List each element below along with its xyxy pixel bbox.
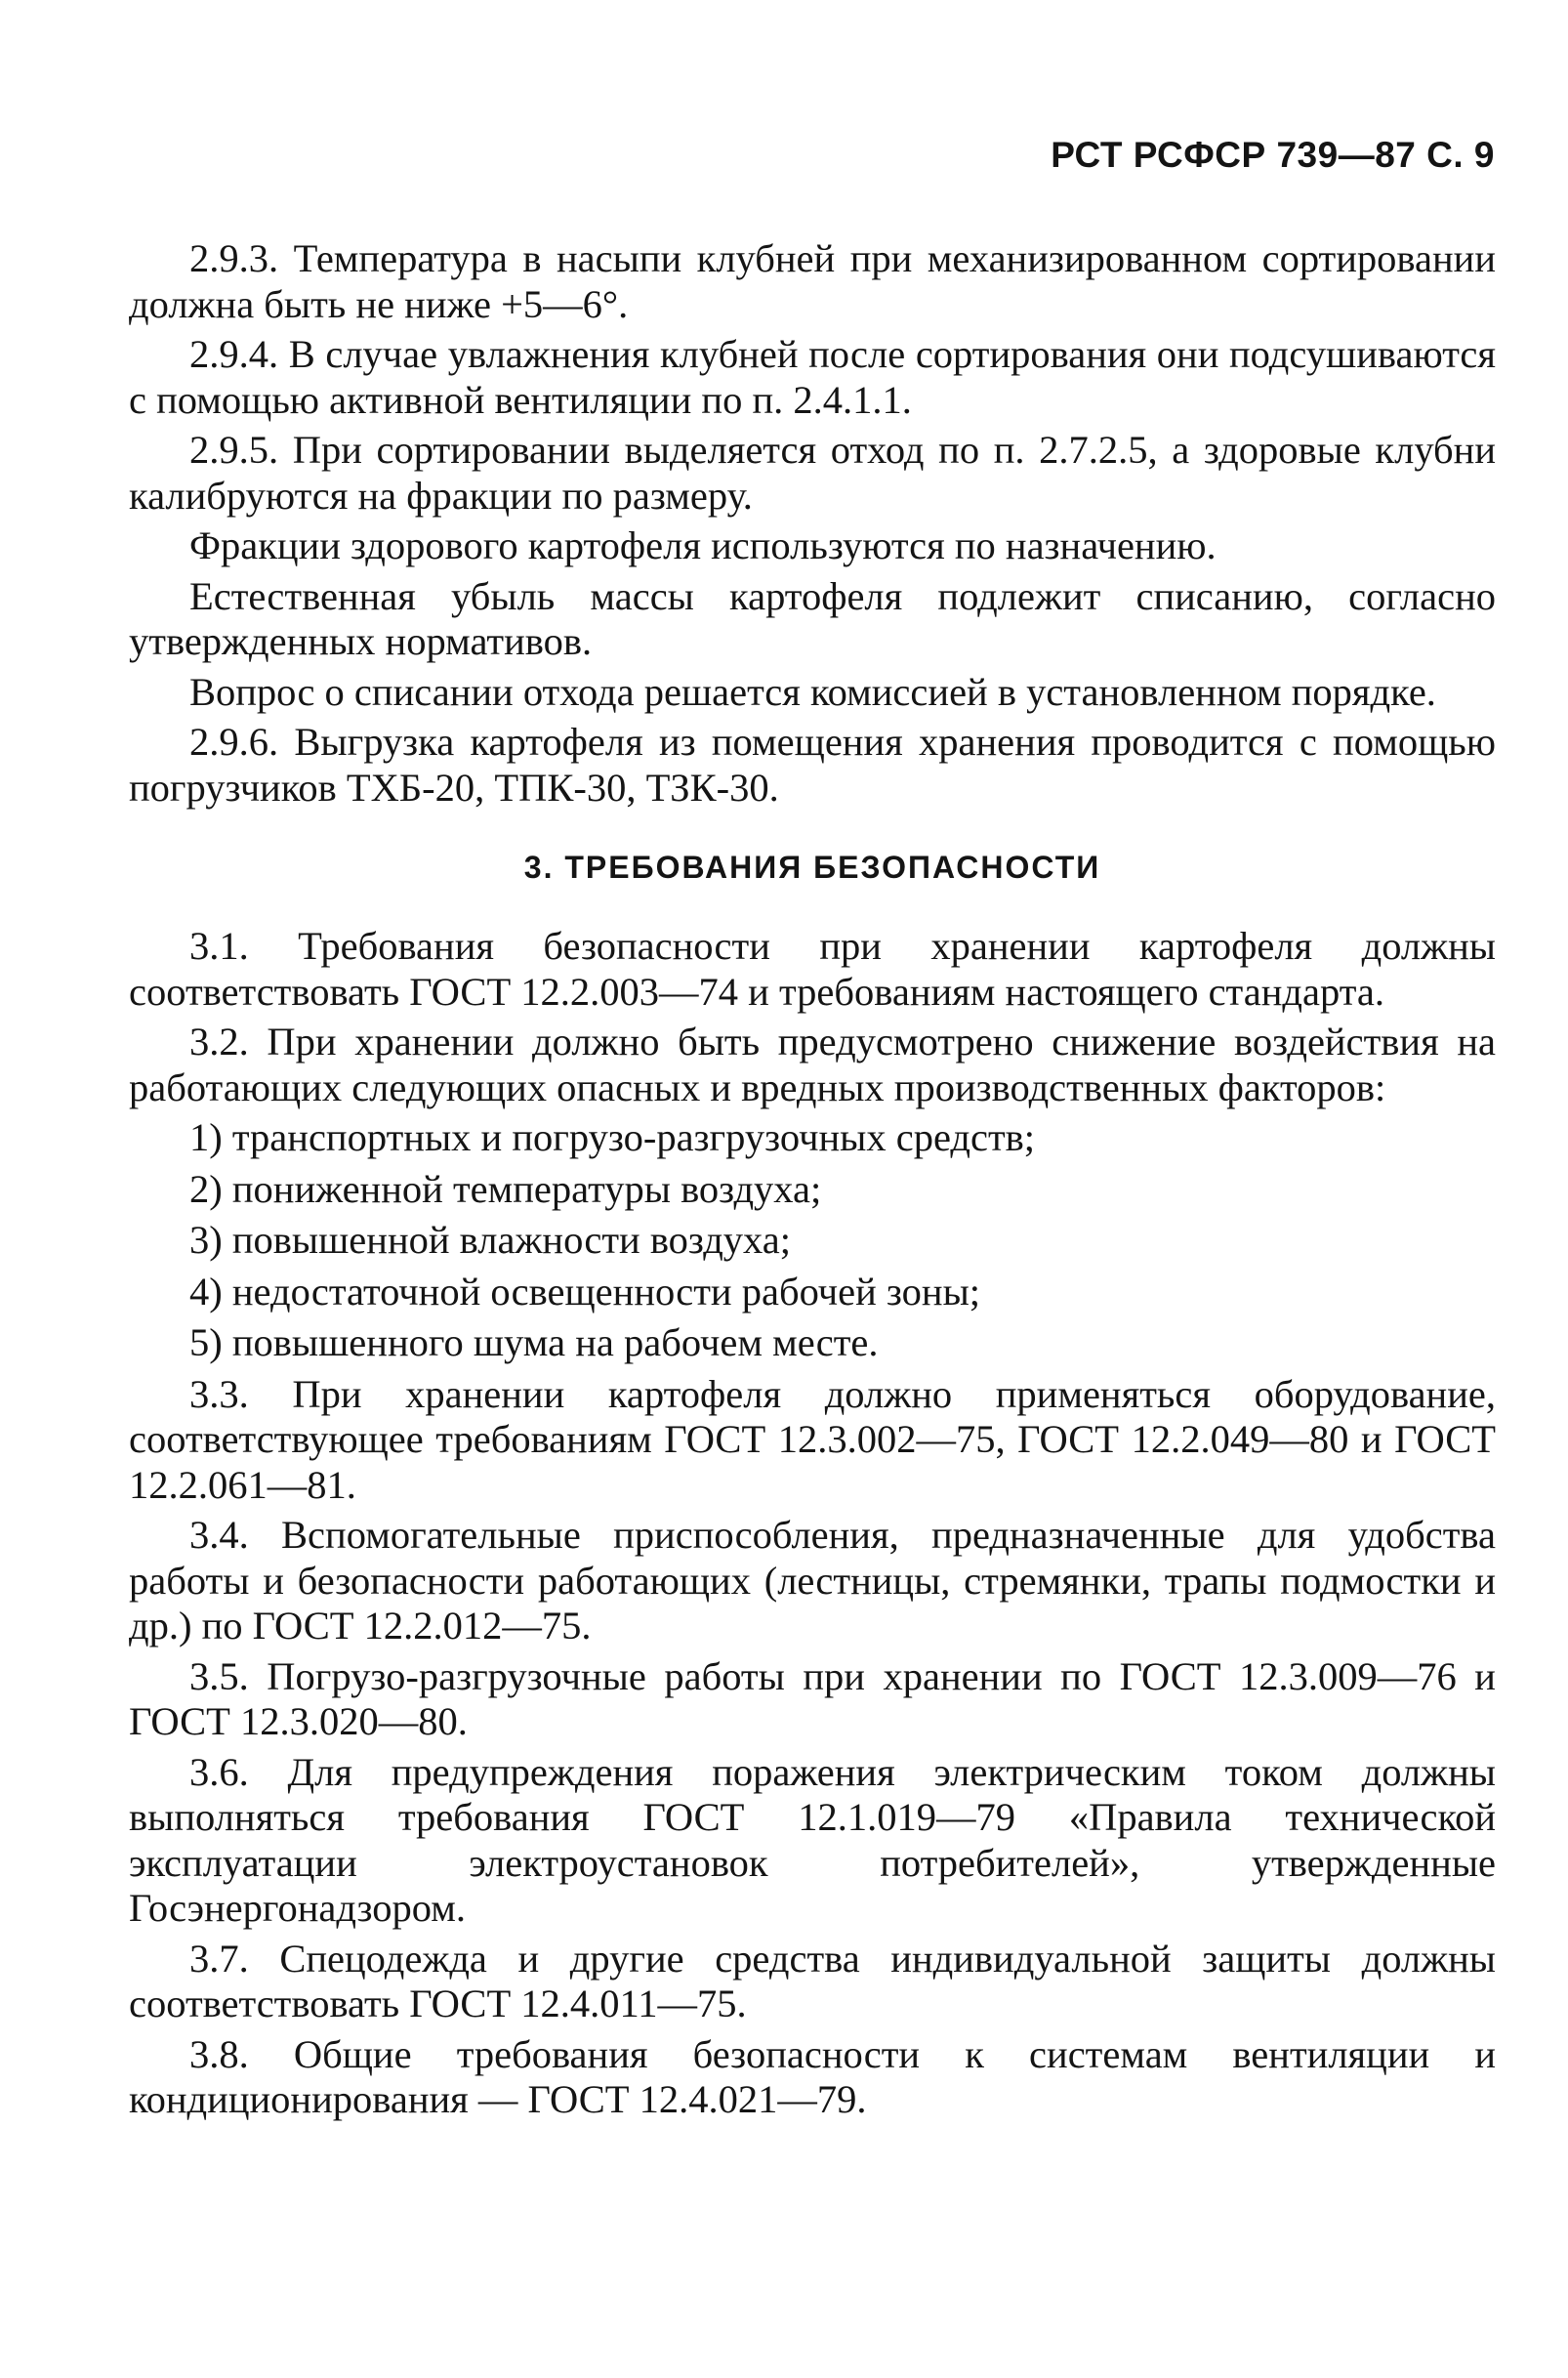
paragraph-3-7: 3.7. Спецодежда и другие средства индивидуальной защиты должны соответствовать ГОСТ 12.4.011—75.: [129, 1936, 1496, 2025]
factor-list-item: 1) транспортных и погрузо-разгрузочных средств;: [189, 1115, 1036, 1159]
paragraph-3-1: 3.1. Требования безопасности при хранении картофеля должны соответствовать ГОСТ 12.2.003—74 и требованиям настоящего стандарта.: [129, 924, 1496, 1014]
factor-list-item: 4) недостаточной освещенности рабочей зоны;: [189, 1269, 981, 1314]
factor-list-item: 2) пониженной температуры воздуха;: [189, 1166, 822, 1211]
paragraph-3-6: 3.6. Для предупреждения поражения электрическим током должны выполняться требования ГОСТ 12.1.019—79 «Правила технической эксплуатации электроустановок потребителей», утвержденные Госэнергонадзором.: [129, 1749, 1496, 1930]
paragraph-2-9-3: 2.9.3. Температура в насыпи клубней при механизированном сортировании должна быть не ниже +5—6°.: [129, 236, 1496, 326]
paragraph-3-2: 3.2. При хранении должно быть предусмотрено снижение воздействия на работающих следующих опасных и вредных производственных факторов:: [129, 1020, 1496, 1109]
section-3-heading: 3. ТРЕБОВАНИЯ БЕЗОПАСНОСТИ: [523, 850, 1101, 885]
paragraph-3-4: 3.4. Вспомогательные приспособления, предназначенные для удобства работы и безопасности работающих (лестницы, стремянки, трапы подмостки и др.) по ГОСТ 12.2.012—75.: [129, 1513, 1496, 1648]
paragraph-2-9-5: 2.9.5. При сортировании выделяется отход по п. 2.7.2.5, а здоровые клубни калибруются на фракции по размеру.: [129, 428, 1496, 518]
paragraph-fractions: Фракции здорового картофеля используются по назначению.: [189, 523, 1217, 567]
paragraph-3-3: 3.3. При хранении картофеля должно применяться оборудование, соответствующее требованиям ГОСТ 12.3.002—75, ГОСТ 12.2.049—80 и ГОСТ 12.2.061—81.: [129, 1371, 1496, 1507]
paragraph-2-9-4: 2.9.4. В случае увлажнения клубней после сортирования они подсушиваются с помощью активной вентиляции по п. 2.4.1.1.: [129, 332, 1496, 422]
paragraph-3-8: 3.8. Общие требования безопасности к системам вентиляции и кондиционирования — ГОСТ 12.4.021—79.: [129, 2031, 1496, 2121]
paragraph-2-9-6: 2.9.6. Выгрузка картофеля из помещения хранения проводится с помощью погрузчиков ТХБ-20, ТПК-30, ТЗК-30.: [129, 720, 1496, 810]
paragraph-3-5: 3.5. Погрузо-разгрузочные работы при хранении по ГОСТ 12.3.009—76 и ГОСТ 12.3.020—80.: [129, 1653, 1496, 1743]
factor-list-item: 3) повышенной влажности воздуха;: [189, 1218, 792, 1262]
paragraph-natural-loss: Естественная убыль массы картофеля подлежит списанию, согласно утвержденных нормативов.: [129, 573, 1496, 663]
running-header: РСТ РСФСР 739—87 С. 9: [1051, 135, 1495, 175]
paragraph-waste-writeoff: Вопрос о списании отхода решается комиссией в установленном порядке.: [189, 669, 1436, 714]
factor-list-item: 5) повышенного шума на рабочем месте.: [189, 1320, 879, 1364]
page-body: [129, 236, 1496, 2128]
